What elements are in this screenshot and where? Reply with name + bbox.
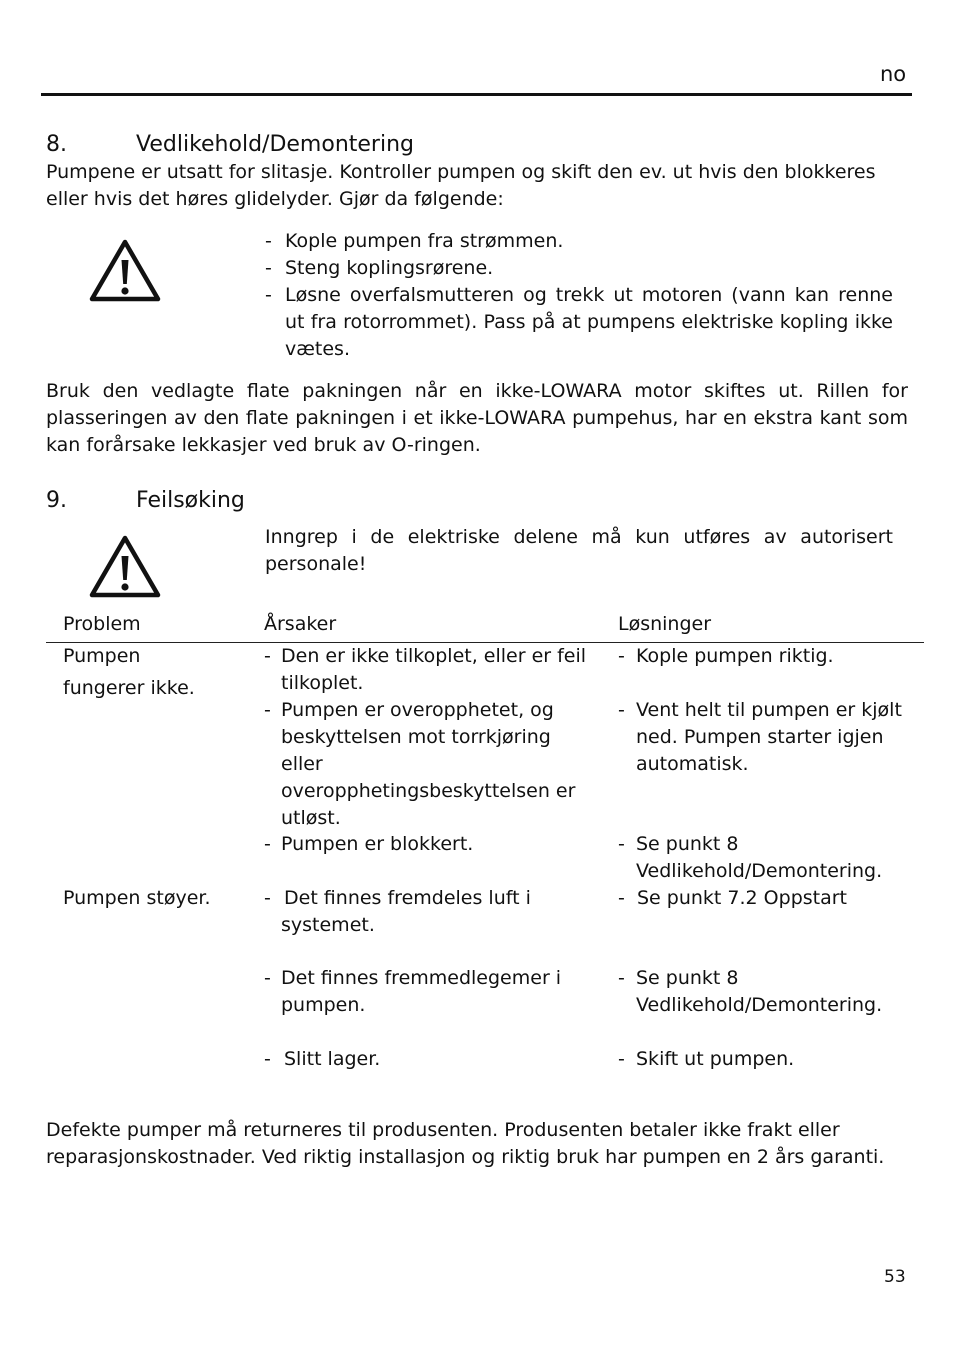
section-8-step-3: - Løsne overfalsmutteren og trekk ut motoren (vann kan renne ut fra rotorrommet). Pass på at pumpens elektriske kopling ikke vætes. — [265, 284, 893, 360]
footer-line-1: Defekte pumper må returneres til produsenten. Produsenten betaler ikke frakt eller — [46, 1119, 840, 1141]
section-9-number: 9. — [46, 488, 67, 513]
table-problem-1-line-1: Pumpen — [63, 645, 141, 667]
section-8-note: Bruk den vedlagte flate pakningen når en ikke-LOWARA motor skiftes ut. Rillen for plasseringen av den flate pakningen i et ikke-LOWARA pumpehus, har en ekstra kant som kan forårsake lekkasjer ved bruk av O-ringen. — [46, 380, 908, 456]
section-8-intro-line-1: Pumpene er utsatt for slitasje. Kontroller pumpen og skift den ev. ut hvis den blokkeres — [46, 161, 876, 183]
table-header-problem: Problem — [63, 613, 141, 635]
section-9-title: Feilsøking — [136, 488, 245, 513]
header-rule — [41, 93, 912, 96]
table-problem-2: Pumpen støyer. — [63, 887, 211, 909]
table-problem-1-line-2: fungerer ikke. — [63, 677, 195, 699]
warning-triangle-icon — [89, 238, 161, 302]
table-header-solutions: Løsninger — [618, 613, 712, 635]
table-header-causes: Årsaker — [264, 613, 337, 635]
section-8-number: 8. — [46, 132, 67, 157]
language-code: no — [880, 62, 907, 86]
page-number: 53 — [884, 1267, 906, 1287]
section-8-step-2: - Steng koplingsrørene. — [265, 257, 494, 279]
section-9-warning-text: Inngrep i de elektriske delene må kun utføres av autorisert personale! — [265, 526, 893, 575]
footer-line-2: reparasjonskostnader. Ved riktig installasjon og riktig bruk har pumpen en 2 års garanti. — [46, 1146, 885, 1168]
section-8-intro-line-2: eller hvis det høres glidelyder. Gjør da følgende: — [46, 188, 504, 210]
warning-triangle-icon — [89, 534, 161, 598]
section-8-step-1: - Kople pumpen fra strømmen. — [265, 230, 564, 252]
section-8-title: Vedlikehold/Demontering — [136, 132, 414, 157]
